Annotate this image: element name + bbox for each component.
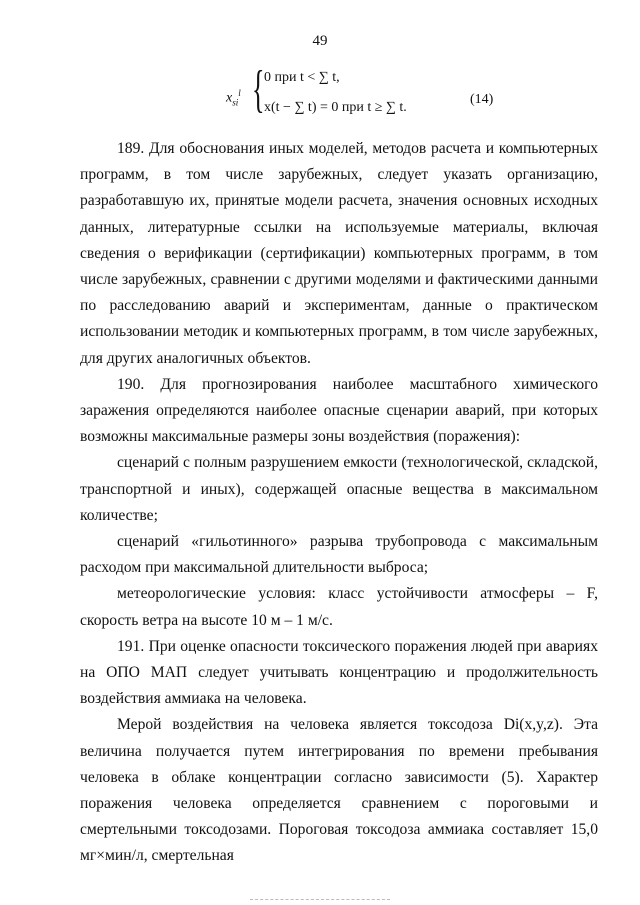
paragraph-meteo: метеорологические условия: класс устойчивости атмосферы – F, скорость ветра на высоте 10 м – 1 м/с. <box>80 585 598 629</box>
formula-lhs: $x_{si}^l$ <box>226 88 241 108</box>
paragraph-189: 189. Для обоснования иных моделей, методов расчета и компьютерных программ, в том числе зарубежных, следует указать организацию, разработавшую их, принятые модели расчета, значения основных исходных данных, литературные ссылки на используемые материалы, включая сведения о верификации (сертификации) компьютерных программ, в том числе зарубежных, сравнении с другими моделями и фактическими данными по расследованию аварий и экспериментам, данные о практическом использовании методик и компьютерных программ, в том числе зарубежных, для других аналогичных объектов. <box>80 140 598 367</box>
formula-14 <box>222 62 502 132</box>
body-text <box>80 136 598 870</box>
formula-brace: { <box>252 61 265 118</box>
paragraph-scenario-1: сценарий с полным разрушением емкости (технологической, складской, транспортной и иных), содержащей опасные вещества в максимальном количестве; <box>80 454 598 524</box>
paragraph-190: 190. Для прогнозирования наиболее масштабного химического заражения определяются наиболее опасные сценарии аварий, при которых возможны максимальные размеры зоны воздействия (поражения): <box>80 375 598 446</box>
bottom-divider <box>250 899 390 900</box>
paragraph-toxodose: Мерой воздействия на человека является токсодоза Di(x,y,z). Эта величина получается путем интегрирования по времени пребывания человека в облаке концентрации согласно зависимости (5). Характер поражения человека определяется сравнением с пороговыми и смертельными токсодозами. Пороговая токсодоза аммиака составляет 15,0 мг×мин/л, смертельная <box>80 716 598 865</box>
paragraph-191: 191. При оценке опасности токсического поражения людей при авариях на ОПО МАП следует учитывать концентрацию и продолжительность воздействия аммиака на человека. <box>80 637 598 708</box>
page-number: 49 <box>312 33 328 49</box>
formula-number: (14) <box>470 92 494 107</box>
formula-case-2: x(t − ∑ t) = 0 при t ≥ ∑ t. <box>264 100 407 115</box>
paragraph-scenario-2: сценарий «гильотинного» разрыва трубопровода с максимальным расходом при максимальной длительности выброса; <box>80 533 598 577</box>
formula-case-1: 0 при t < ∑ t, <box>264 70 340 85</box>
